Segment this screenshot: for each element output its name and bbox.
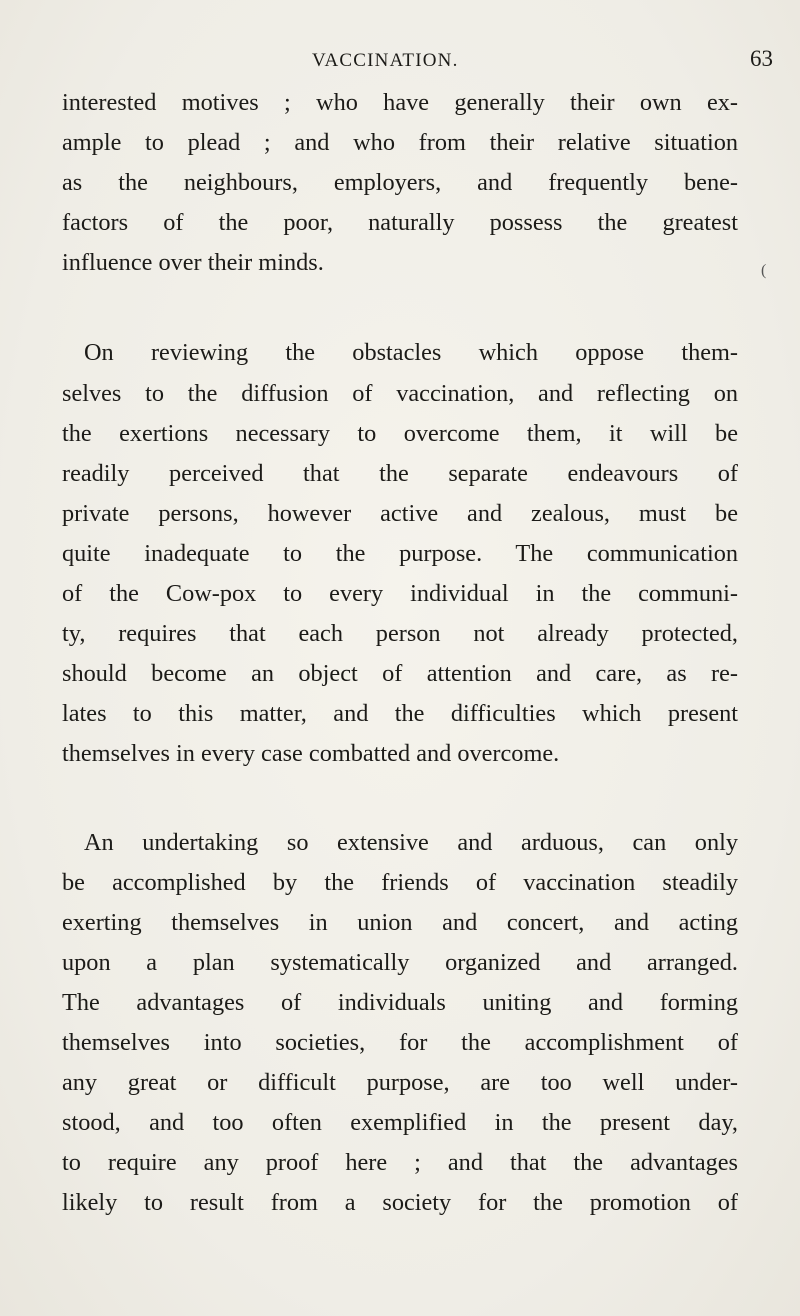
page-number: 63: [750, 46, 773, 71]
text-line: private persons, however active and zealous, must be: [62, 499, 738, 527]
paragraph-3: [62, 823, 738, 1224]
text-line: of the Cow-pox to every individual in the communi-: [62, 580, 738, 608]
text-line: readily perceived that the separate endeavours of: [62, 459, 738, 487]
text-line: stood, and too often exemplified in the present day,: [62, 1109, 738, 1137]
paragraph-spacer: [62, 775, 738, 823]
margin-mark: (: [761, 262, 767, 279]
paragraph-spacer: [62, 283, 738, 333]
text-line: upon a plan systematically organized and arranged.: [62, 948, 738, 976]
text-line: be accomplished by the friends of vaccination steadily: [62, 868, 738, 896]
body-text: [62, 83, 738, 1223]
text-line: factors of the poor, naturally possess the greatest: [62, 209, 738, 237]
text-line: selves to the diffusion of vaccination, and reflecting on: [62, 379, 738, 407]
text-line: themselves into societies, for the accomplishment of: [62, 1028, 738, 1056]
text-line: should become an object of attention and care, as re-: [62, 660, 738, 688]
text-line: The advantages of individuals uniting and forming: [62, 988, 738, 1016]
text-line: influence over their minds.: [62, 249, 324, 277]
paragraph-1: [62, 83, 738, 283]
text-line: as the neighbours, employers, and frequently bene-: [62, 169, 738, 197]
text-line: lates to this matter, and the difficulties which present: [62, 700, 738, 728]
running-title: VACCINATION.: [312, 50, 459, 71]
text-line: exerting themselves in union and concert, and acting: [62, 908, 738, 936]
text-line: any great or difficult purpose, are too well under-: [62, 1069, 738, 1097]
paragraph-2: [62, 333, 738, 774]
text-line: interested motives ; who have generally their own ex-: [62, 89, 738, 116]
text-line: ty, requires that each person not already protected,: [62, 620, 738, 648]
running-header: [0, 46, 800, 78]
text-line: On reviewing the obstacles which oppose them-: [84, 339, 738, 367]
text-line: the exertions necessary to overcome them, it will be: [62, 419, 738, 447]
text-line: to require any proof here ; and that the advantages: [62, 1149, 738, 1177]
text-line: likely to result from a society for the promotion of: [62, 1189, 738, 1217]
text-line: themselves in every case combatted and overcome.: [62, 740, 560, 768]
text-line: An undertaking so extensive and arduous, can only: [84, 828, 738, 856]
text-line: ample to plead ; and who from their relative situation: [62, 129, 738, 157]
text-line: quite inadequate to the purpose. The communication: [62, 539, 738, 567]
